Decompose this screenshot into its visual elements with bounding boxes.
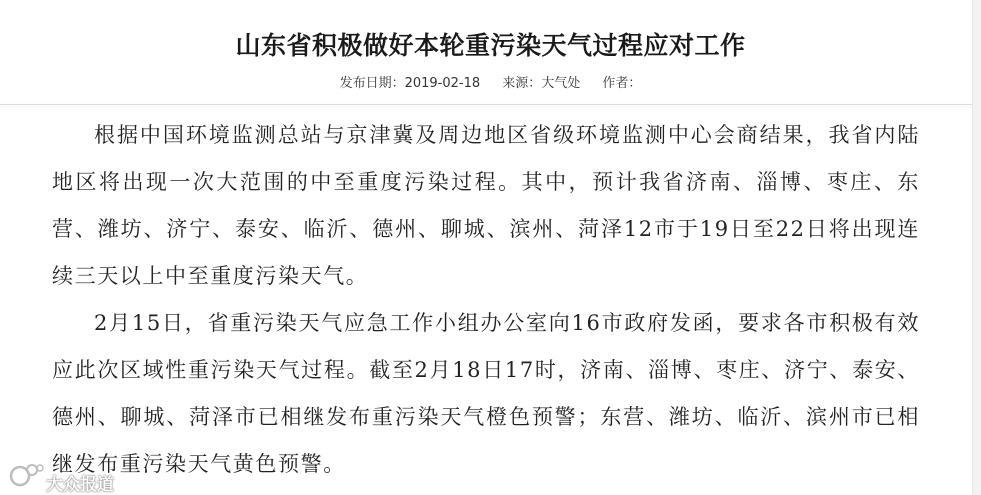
watermark-text: 大众报道 xyxy=(46,475,114,495)
article-body xyxy=(52,112,920,488)
paragraph-1: 根据中国环境监测总站与京津冀及周边地区省级环境监测中心会商结果，我省内陆地区将出现一次大范围的中至重度污染过程。其中，预计我省济南、淄博、枣庄、东营、潍坊、济宁、泰安、临沂、德州、聊城、滨州、菏泽12市于19日至22日将出现连续三天以上中至重度污染天气。 xyxy=(52,123,920,288)
paragraph-2: 2月15日，省重污染天气应急工作小组办公室向16市政府发函，要求各市积极有效应此次区域性重污染天气过程。截至2月18日17时，济南、淄博、枣庄、济宁、泰安、德州、聊城、菏泽市已相继发布重污染天气橙色预警；东营、潍坊、临沂、滨州市已相继发布重污染天气黄色预警。 xyxy=(52,311,920,476)
article-title: 山东省积极做好本轮重污染天气过程应对工作 xyxy=(235,31,746,60)
article-meta xyxy=(0,72,981,91)
article-source: 来源：大气处 xyxy=(502,76,581,91)
publish-date: 发布日期：2019-02-18 xyxy=(339,76,481,91)
header-divider xyxy=(0,104,981,105)
article-author: 作者： xyxy=(602,76,642,91)
article-header xyxy=(0,0,981,105)
vertical-scrollbar[interactable] xyxy=(972,0,981,495)
